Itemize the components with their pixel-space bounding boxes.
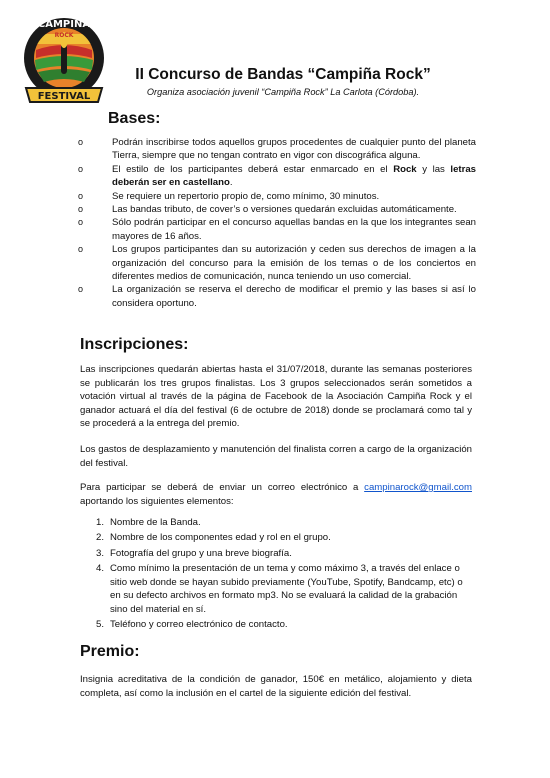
paragraph-text: aportando los siguientes elementos:: [80, 495, 234, 507]
list-item: [80, 618, 472, 632]
bullet-icon: o: [78, 244, 84, 255]
bases-item-text: Podrán inscribirse todos aquellos grupos procedentes de cualquier punto del planeta Tierra, siempre que no tengan contrato en vigor con discográfica alguna.: [112, 137, 476, 162]
list-number: 2.: [96, 532, 105, 544]
bases-item-text: y las: [416, 163, 451, 175]
bases-item-text: Los grupos participantes dan su autorización y ceden sus derechos de imagen a la organización del concurso para la emisión de los temas o de los conciertos en diferentes medios de comunicación, nunca teniendo un uso comercial.: [112, 244, 476, 283]
premio-heading: Premio:: [80, 643, 140, 660]
list-item-text: Teléfono y correo electrónico de contacto.: [110, 619, 288, 631]
premio-paragraph: Insignia acreditativa de la condición de ganador, 150€ en metálico, alojamiento y dieta completa, así como la inclusión en el cartel de la siguiente edición del festival.: [80, 674, 472, 699]
list-item: [80, 531, 472, 545]
list-item: [78, 163, 476, 190]
list-item-text: Como mínimo la presentación de un tema y como máximo 3, a través del enlace o sitio web donde se hayan subido previamente (YouTube, Spotify, Bandcamp, etc) o en su defecto archivos en formato mp3. No se evaluará la calidad de la grabación sino del material en sí.: [110, 563, 463, 615]
email-link[interactable]: campinarock@gmail.com: [364, 482, 472, 493]
document-title: II Concurso de Bandas “Campiña Rock”: [135, 66, 431, 83]
list-number: 5.: [96, 619, 105, 631]
bullet-icon: o: [78, 163, 84, 174]
bases-item-text: .: [229, 177, 233, 189]
bases-item-text: Las bandas tributo, de cover’s o versiones quedarán excluidas automáticamente.: [112, 204, 457, 216]
list-item: [78, 190, 476, 203]
bases-item-text: Sólo podrán participar en el concurso aquellas bandas en la que los integrantes sean mayores de 16 años.: [112, 217, 476, 242]
list-item: [78, 283, 476, 310]
bases-item-text: La organización se reserva el derecho de modificar el premio y las bases si así lo considera oportuno.: [112, 284, 476, 309]
list-item: [78, 203, 476, 216]
inscripciones-paragraph-2: Los gastos de desplazamiento y manutención del finalista corren a cargo de la organización del festival.: [80, 444, 472, 469]
list-item: [78, 243, 476, 283]
bullet-icon: o: [78, 217, 84, 228]
list-item: [80, 562, 472, 616]
list-item: [80, 516, 472, 530]
requirements-list: [80, 516, 472, 634]
bases-item-bold: Rock: [393, 163, 417, 175]
list-number: 3.: [96, 547, 105, 559]
list-item: [78, 216, 476, 243]
inscripciones-heading: Inscripciones:: [80, 336, 189, 353]
list-item: [80, 547, 472, 561]
logo-text-bottom: FESTIVAL: [37, 91, 91, 102]
bullet-icon: o: [78, 284, 84, 295]
document-subtitle: Organiza asociación juvenil “Campiña Rock” La Carlota (Córdoba).: [146, 87, 420, 97]
paragraph-text: Para participar se deberá de enviar un correo electrónico a: [80, 482, 365, 493]
bases-heading: Bases:: [108, 110, 161, 127]
list-number: 1.: [96, 517, 105, 528]
list-item: [78, 136, 476, 163]
list-item-text: Nombre de los componentes edad y rol en el grupo.: [110, 532, 331, 544]
list-item-text: Fotografía del grupo y una breve biografía.: [110, 547, 292, 559]
bullet-icon: o: [78, 204, 84, 215]
logo-text-mid: ROCK: [54, 32, 74, 39]
logo-text-top: CAMPIÑA: [37, 19, 91, 30]
inscripciones-paragraph-1: Las inscripciones quedarán abiertas hasta el 31/07/2018, durante las semanas posteriores se publicarán los tres grupos finalistas. Los 3 grupos seleccionados serán sometidos a votación virtual al través de la página de Facebook de la Asociación Campiña Rock y el ganador actuará el día del festival (6 de octubre de 2018) donde se proclamará como tal y se procederá a la entrega del premio.: [80, 364, 472, 430]
list-number: 4.: [96, 563, 105, 575]
campina-rock-festival-logo: [20, 10, 108, 110]
bases-item-text: El estilo de los participantes deberá estar enmarcado en el: [112, 163, 394, 175]
bases-list: [78, 136, 476, 310]
bases-item-text: Se requiere un repertorio propio de, como mínimo, 30 minutos.: [112, 190, 380, 202]
list-item-text: Nombre de la Banda.: [110, 517, 201, 528]
inscripciones-paragraph-3: [80, 481, 472, 508]
bullet-icon: o: [78, 190, 84, 201]
bases-item-bold: letras deberán ser en castellano: [112, 163, 477, 189]
bullet-icon: o: [78, 137, 84, 147]
